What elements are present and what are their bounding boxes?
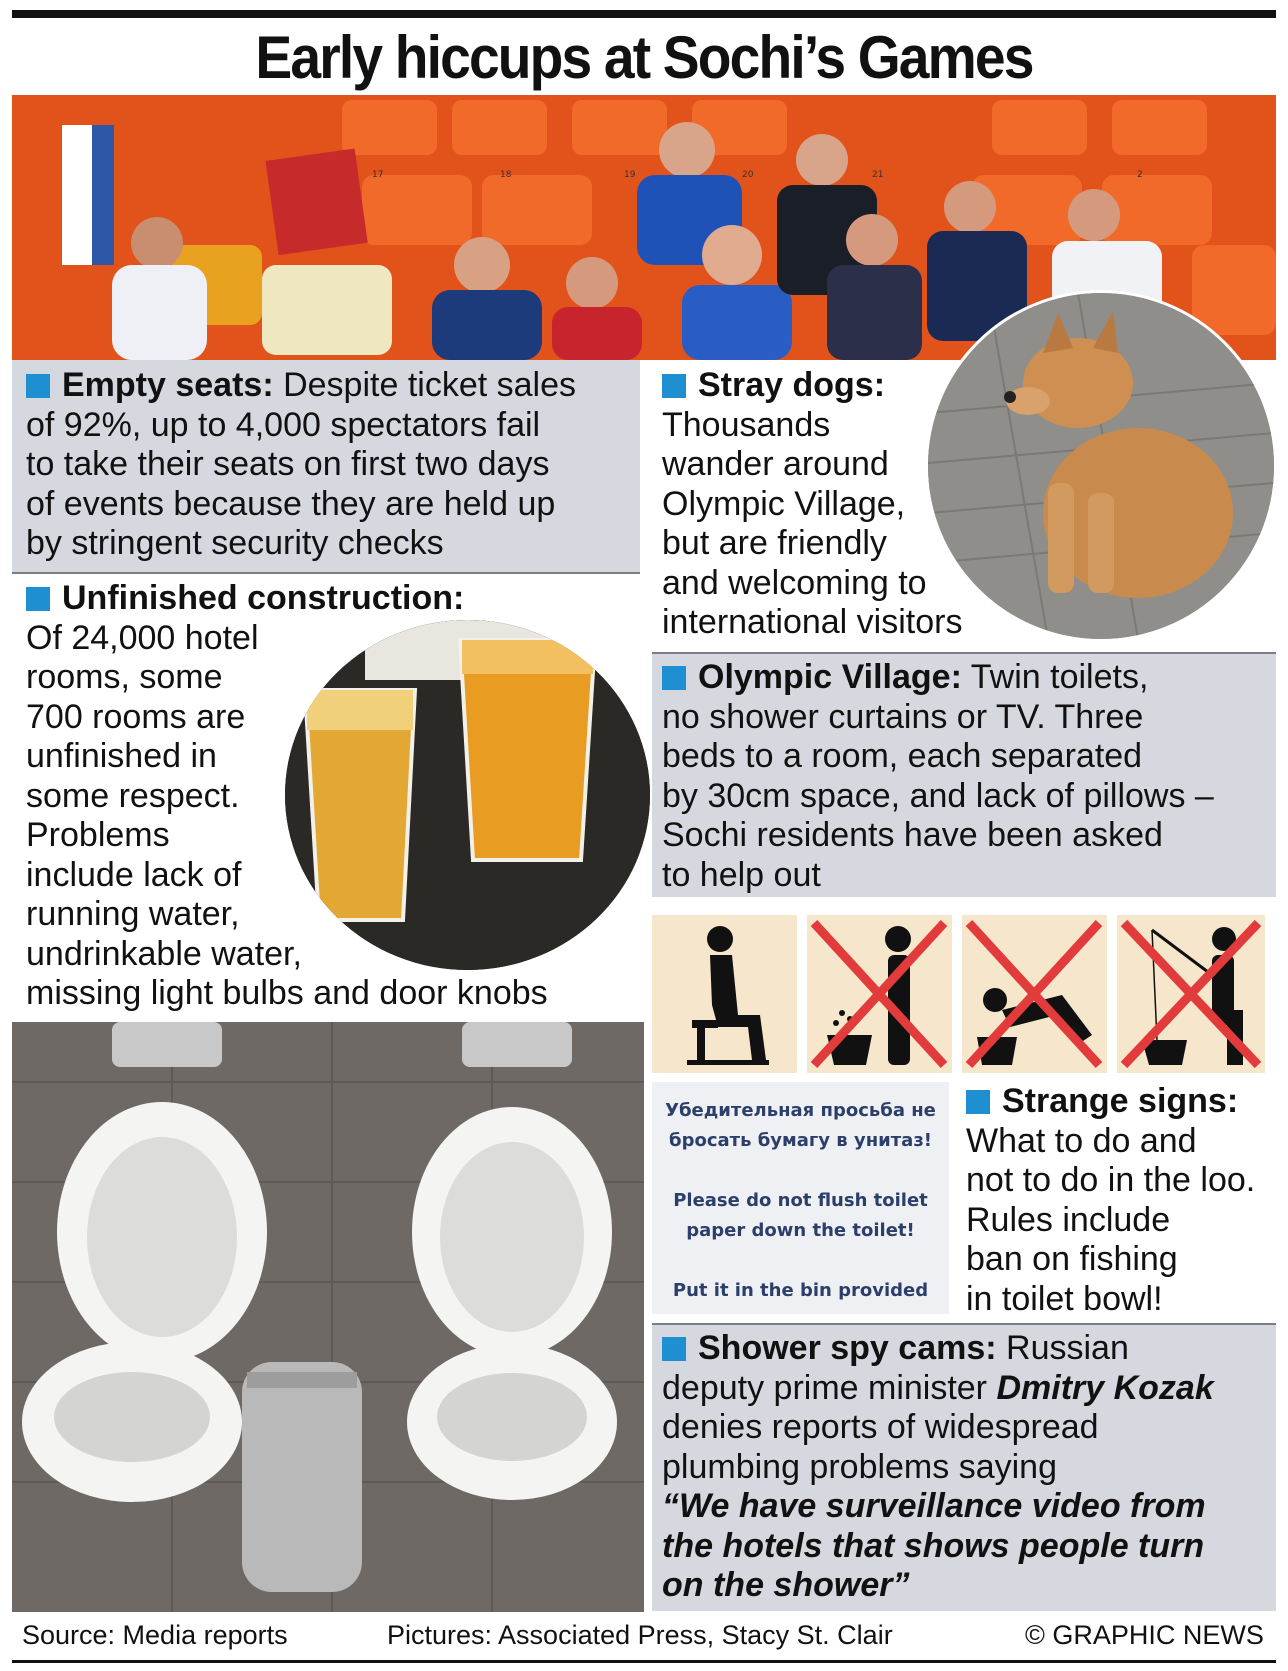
notice-sign <box>652 1082 949 1314</box>
strange-signs-line: ban on fishing <box>966 1240 1178 1278</box>
unfinished-heading: Unfinished construction: <box>62 579 465 617</box>
bullet-square <box>662 1337 686 1361</box>
strange-signs-line: not to do in the loo. <box>966 1161 1256 1199</box>
unfinished-line: include lack of <box>26 855 242 894</box>
bullet-square <box>662 374 686 398</box>
sitting-sign-icon <box>652 915 797 1073</box>
pictures-credit: Pictures: Associated Press, Stacy St. Clair <box>387 1620 893 1650</box>
notice-en-line: paper down the toilet! <box>686 1220 915 1241</box>
shower-spy-line: plumbing problems saying <box>662 1447 1057 1486</box>
empty-seats-line: of events because they are held up <box>26 484 556 523</box>
empty-seats-line: to take their seats on first two days <box>26 445 550 483</box>
glasses-illustration <box>285 620 650 970</box>
quote-line: “We have surveillance video from <box>662 1487 1206 1525</box>
stray-dogs-heading: Stray dogs: <box>698 366 886 404</box>
shower-spy-heading: Shower spy cams: <box>698 1329 997 1367</box>
bullet-square <box>662 666 686 690</box>
empty-seats-panel <box>12 360 640 572</box>
unfinished-line: some respect. <box>26 776 240 815</box>
shower-spy-line: deputy prime minister <box>662 1368 988 1407</box>
olympic-village-line: Twin toilets, <box>970 658 1149 696</box>
strange-signs-line: Rules include <box>966 1200 1171 1239</box>
minister-name: Dmitry Kozak <box>996 1368 1214 1407</box>
empty-seats-line: Despite ticket sales <box>283 366 576 404</box>
unfinished-line: Of 24,000 hotel <box>26 618 259 657</box>
twin-toilets-photo <box>12 1022 644 1612</box>
strange-signs-line: in toilet bowl! <box>966 1279 1163 1318</box>
seat-number: 19 <box>624 170 636 180</box>
shower-spy-cams-panel <box>652 1325 1276 1611</box>
seat-number: 18 <box>500 170 512 180</box>
stray-dogs-line: international visitors <box>662 603 963 641</box>
unfinished-line: Problems <box>26 816 170 854</box>
olympic-village-line: to help out <box>662 855 821 894</box>
top-rule <box>12 10 1276 18</box>
stray-dogs-line: and welcoming to <box>662 563 927 602</box>
unfinished-line: unfinished in <box>26 737 217 775</box>
olympic-village-line: Sochi residents have been asked <box>662 816 1163 854</box>
notice-ru-line: бросать бумагу в унитаз! <box>669 1130 932 1151</box>
stray-dogs-line: Olympic Village, <box>662 484 906 523</box>
stray-dogs-line: Thousands <box>662 405 831 444</box>
seat-number: 21 <box>872 170 884 180</box>
stray-dogs-line: wander around <box>662 445 889 483</box>
divider <box>12 572 640 574</box>
toilets-illustration <box>12 1022 644 1612</box>
toilet-signs <box>652 915 1267 1075</box>
stray-dogs-line: but are friendly <box>662 524 887 562</box>
seat-number: 17 <box>372 170 384 180</box>
unfinished-line: missing light bulbs and door knobs <box>26 974 548 1012</box>
strange-signs-heading: Strange signs: <box>1002 1082 1239 1120</box>
unfinished-line: rooms, some <box>26 658 223 696</box>
stray-dogs-block <box>662 366 962 643</box>
strange-signs-line: What to do and <box>966 1121 1197 1160</box>
standing-on-toilet-sign-icon <box>807 915 952 1073</box>
shower-spy-line: denies reports of widespread <box>662 1408 1099 1446</box>
bullet-square <box>26 587 50 611</box>
empty-seats-heading: Empty seats: <box>62 366 274 404</box>
page-title: Early hiccups at Sochi’s Games <box>255 24 1033 91</box>
olympic-village-line: no shower curtains or TV. Three <box>662 697 1144 736</box>
yellow-water-photo <box>285 620 650 970</box>
source-credit: Source: Media reports <box>22 1620 288 1650</box>
quote-line: on the shower” <box>662 1566 910 1604</box>
bottom-rule <box>12 1660 1276 1663</box>
unfinished-line: running water, <box>26 895 240 933</box>
olympic-village-line: beds to a room, each separated <box>662 737 1143 775</box>
strange-signs-block <box>966 1082 1255 1319</box>
leaning-sign-icon <box>962 915 1107 1073</box>
olympic-village-panel <box>652 654 1276 897</box>
seat-number: 2 <box>1137 170 1143 180</box>
stray-dog-photo <box>925 290 1277 642</box>
quote-line: the hotels that shows people turn <box>662 1526 1205 1565</box>
empty-seats-line: of 92%, up to 4,000 spectators fail <box>26 405 541 444</box>
bullet-square <box>26 374 50 398</box>
toilet-sign-icons <box>652 915 1267 1075</box>
seat-number: 20 <box>742 170 754 180</box>
unfinished-line: 700 rooms are <box>26 697 246 736</box>
dog-illustration <box>928 293 1274 639</box>
olympic-village-line: by 30cm space, and lack of pillows – <box>662 776 1214 815</box>
shower-spy-line: Russian <box>1006 1329 1129 1367</box>
graphic-news-credit: © GRAPHIC NEWS <box>1025 1620 1264 1650</box>
notice-ru-line: Убедительная просьба не <box>665 1100 936 1121</box>
bullet-square <box>966 1090 990 1114</box>
olympic-village-heading: Olympic Village: <box>698 658 962 696</box>
empty-seats-line: by stringent security checks <box>26 524 444 562</box>
notice-en-line: Please do not flush toilet <box>673 1190 928 1211</box>
notice-en-line: Put it in the bin provided <box>672 1280 929 1301</box>
fishing-sign-icon <box>1117 915 1265 1073</box>
unfinished-line: undrinkable water, <box>26 934 302 973</box>
